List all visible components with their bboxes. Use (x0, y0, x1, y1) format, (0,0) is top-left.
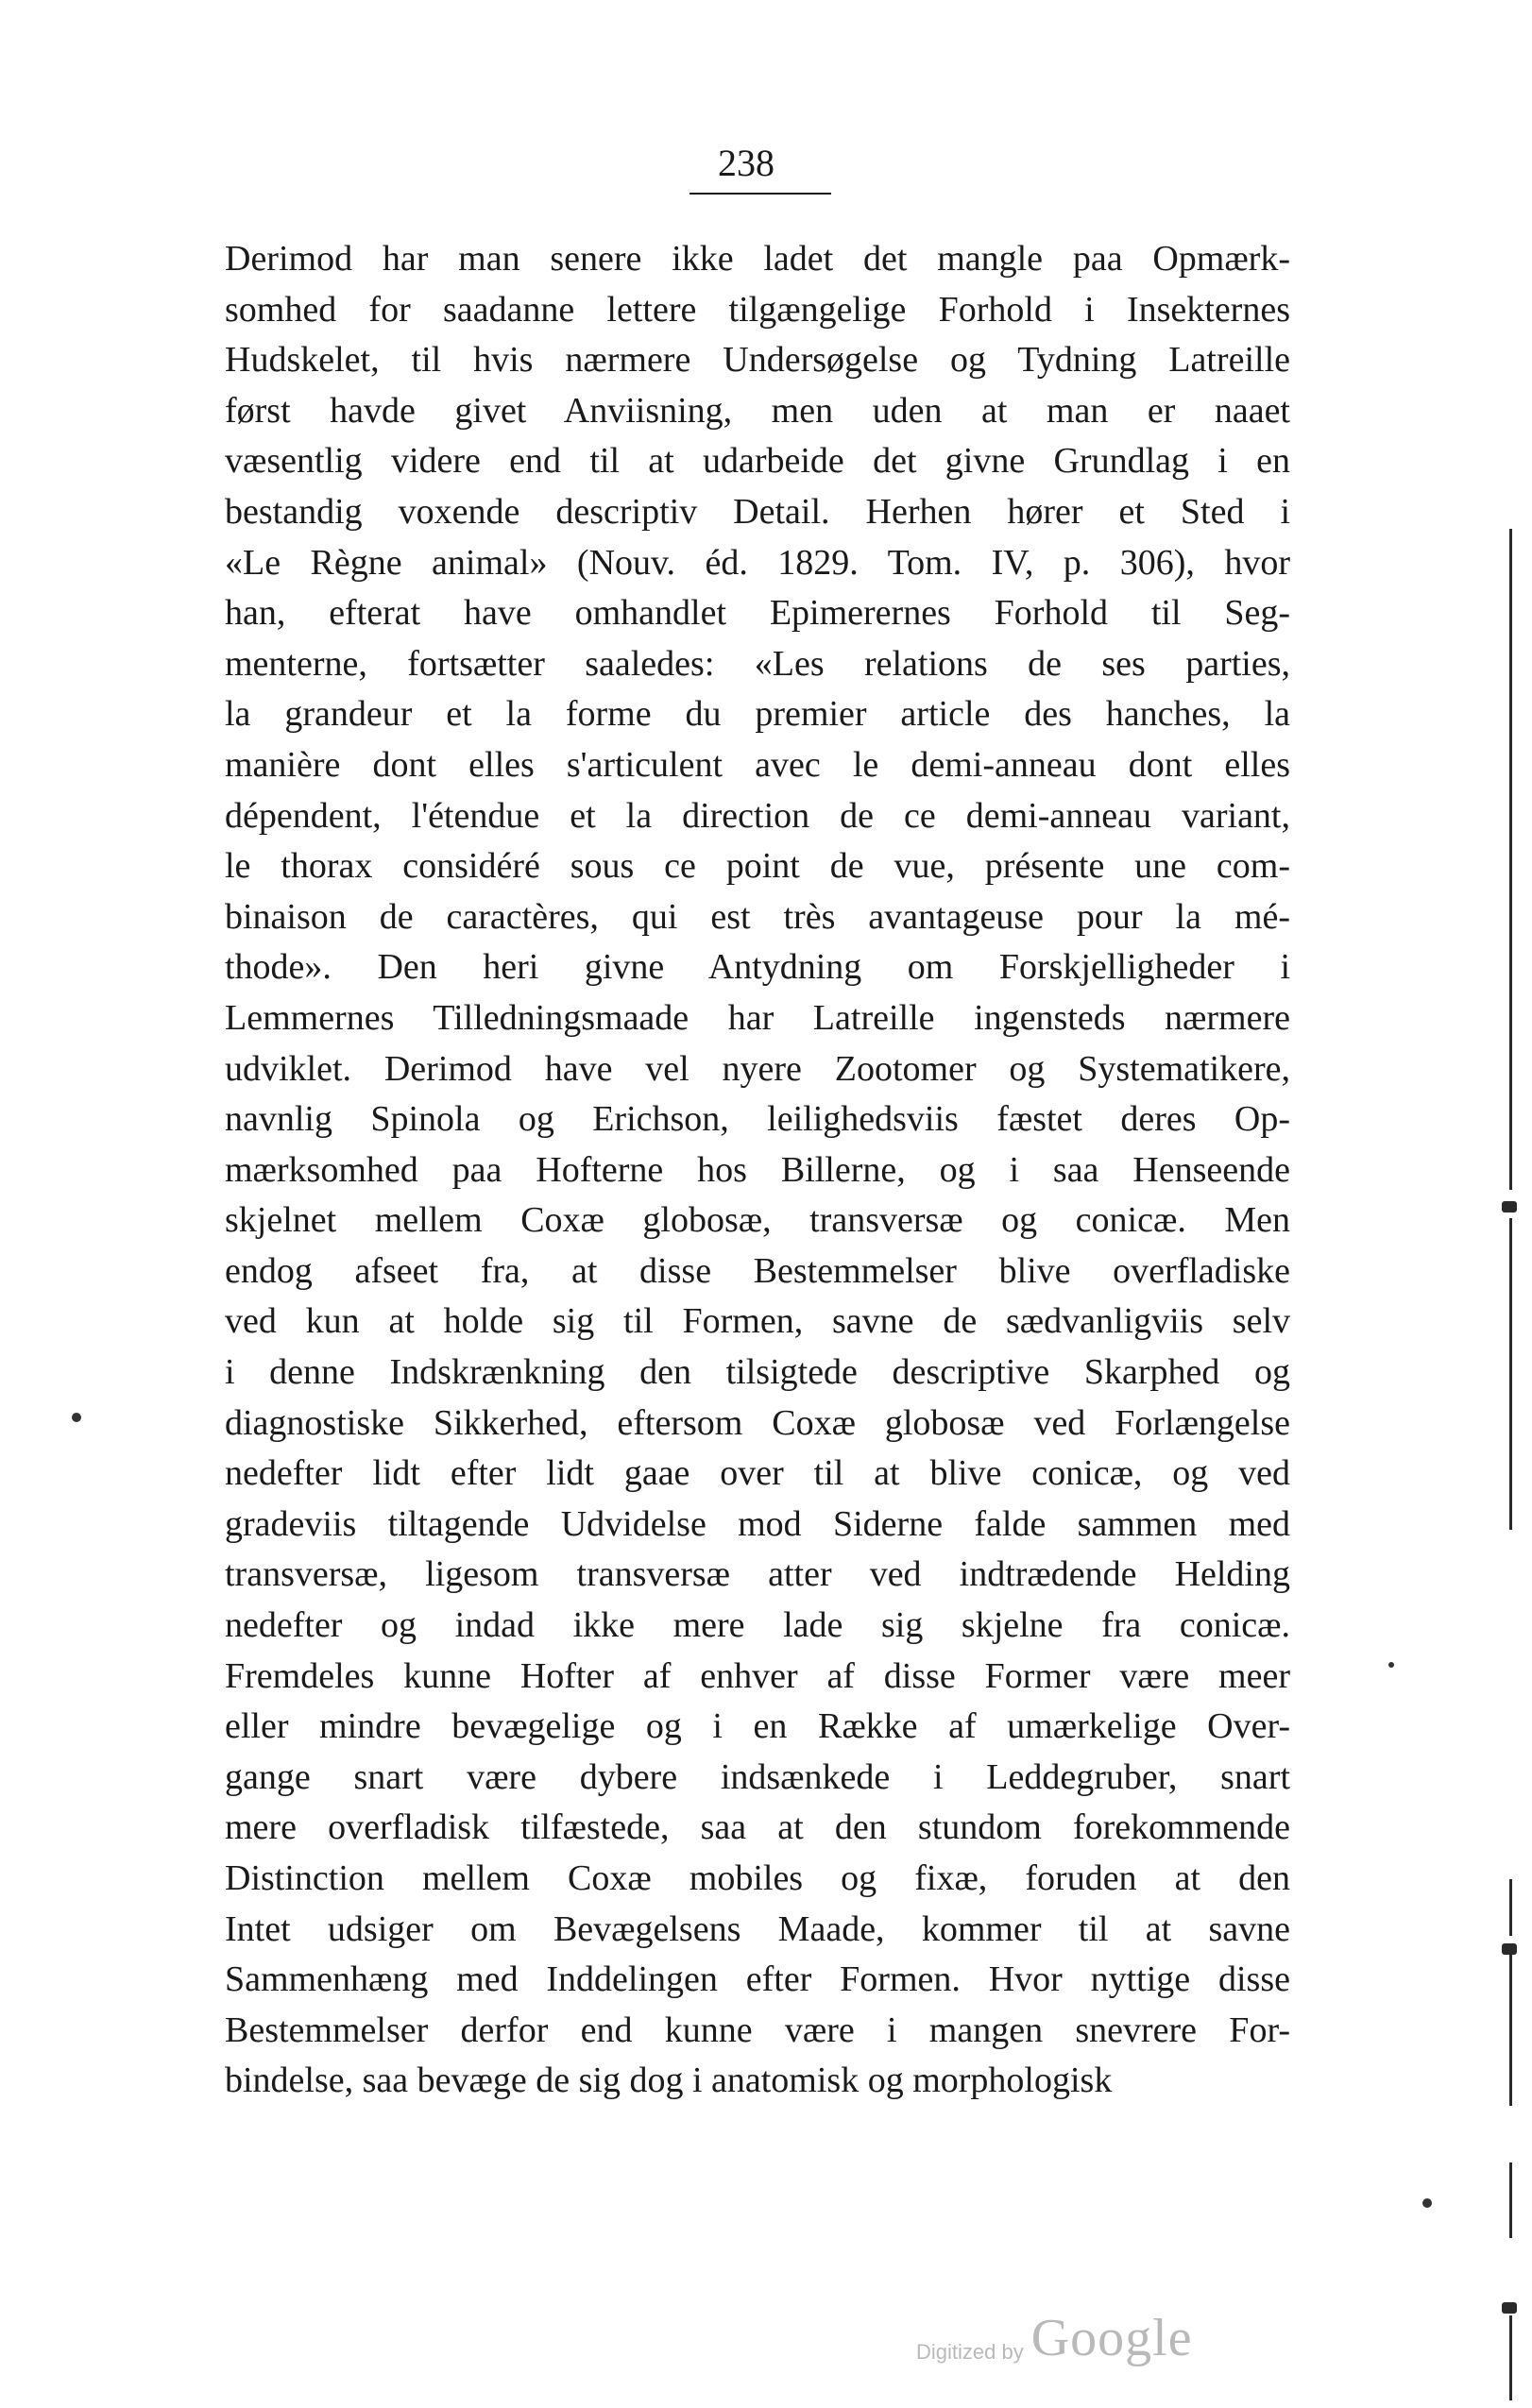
text-line: la grandeur et la forme du premier article des hanches, la (225, 694, 1290, 735)
digitized-watermark (916, 2310, 1228, 2366)
scan-edge-mark (1502, 2302, 1517, 2314)
text-line: le thorax considéré sous ce point de vue, présente une com- (225, 846, 1290, 887)
scan-speck (1422, 2198, 1432, 2208)
text-line: somhed for saadanne lettere tilgængelige Forhold i Insekternes (225, 289, 1290, 330)
scan-edge-line (1509, 1955, 1512, 2106)
page-number-rule (689, 193, 831, 195)
text-line: Sammenhæng med Inddelingen efter Formen. Hvor nyttige disse (225, 1959, 1290, 2000)
text-line: binaison de caractères, qui est très avantageuse pour la mé- (225, 896, 1290, 937)
watermark-prefix: Digitized by (916, 2340, 1024, 2364)
scan-edge-line (1509, 2162, 1512, 2238)
body-text (225, 234, 1290, 2107)
text-line: Distinction mellem Coxæ mobiles og fixæ, foruden at den (225, 1858, 1290, 1898)
text-line: «Le Règne animal» (Nouv. éd. 1829. Tom. IV, p. 306), hvor (225, 542, 1290, 583)
text-line: Intet udsiger om Bevægelsens Maade, kommer til at savne (225, 1908, 1290, 1949)
text-line: bindelse, saa bevæge de sig dog i anatomisk og morphologisk (225, 2060, 1113, 2101)
scan-edge-mark (1502, 1201, 1517, 1212)
text-line: dépendent, l'étendue et la direction de ce demi-anneau variant, (225, 795, 1290, 836)
text-line: mere overfladisk tilfæstede, saa at den stundom forekommende (225, 1807, 1290, 1848)
scan-edge-line (1509, 529, 1512, 1190)
scan-edge-line (1509, 1879, 1512, 1936)
google-logo: Google (1030, 2309, 1193, 2367)
text-line: ved kun at holde sig til Formen, savne de sædvanligviis selv (225, 1301, 1290, 1342)
text-line: eller mindre bevægelige og i en Række af umærkelige Over- (225, 1706, 1290, 1747)
scan-edge-line (1509, 2315, 1512, 2400)
text-line: bestandig voxende descriptiv Detail. Herhen hører et Sted i (225, 491, 1290, 532)
text-line: skjelnet mellem Coxæ globosæ, transversæ og conicæ. Men (225, 1200, 1290, 1241)
text-line: manière dont elles s'articulent avec le demi-anneau dont elles (225, 744, 1290, 785)
text-line: Derimod har man senere ikke ladet det mangle paa Opmærk- (225, 239, 1290, 279)
scan-edge-line (1509, 1218, 1512, 1530)
text-line: navnlig Spinola og Erichson, leilighedsviis fæstet deres Op- (225, 1099, 1290, 1140)
text-line: gange snart være dybere indsænkede i Leddegruber, snart (225, 1756, 1290, 1797)
text-line: Hudskelet, til hvis nærmere Undersøgelse og Tydning Latreille (225, 340, 1290, 381)
text-line: mærksomhed paa Hofterne hos Billerne, og i saa Henseende (225, 1149, 1290, 1190)
text-line: i denne Indskrænkning den tilsigtede descriptive Skarphed og (225, 1352, 1290, 1393)
text-line: først havde givet Anviisning, men uden at man er naaet (225, 390, 1290, 431)
text-line: transversæ, ligesom transversæ atter ved indtrædende Helding (225, 1554, 1290, 1595)
text-line: Lemmernes Tilledningsmaade har Latreille ingensteds nærmere (225, 997, 1290, 1038)
text-line: gradeviis tiltagende Udvidelse mod Siderne falde sammen med (225, 1503, 1290, 1544)
scan-speck (72, 1413, 81, 1422)
text-line: væsentlig videre end til at udarbeide det givne Grundlag i en (225, 441, 1290, 482)
text-line: menterne, fortsætter saaledes: «Les relations de ses parties, (225, 643, 1290, 684)
text-line: endog afseet fra, at disse Bestemmelser blive overfladiske (225, 1250, 1290, 1291)
text-line: diagnostiske Sikkerhed, eftersom Coxæ globosæ ved Forlængelse (225, 1402, 1290, 1443)
text-line: nedefter og indad ikke mere lade sig skjelne fra conicæ. (225, 1605, 1290, 1646)
scan-speck (1388, 1662, 1394, 1668)
text-line: Fremdeles kunne Hofter af enhver af disse Former være meer (225, 1655, 1290, 1696)
text-line: nedefter lidt efter lidt gaae over til at blive conicæ, og ved (225, 1453, 1290, 1494)
text-line: thode». Den heri givne Antydning om Forskjelligheder i (225, 947, 1290, 988)
scan-edge-mark (1502, 1943, 1517, 1955)
text-line: Bestemmelser derfor end kunne være i mangen snevrere For- (225, 2009, 1290, 2050)
page-number: 238 (718, 142, 775, 184)
text-line: han, efterat have omhandlet Epimerernes Forhold til Seg- (225, 593, 1290, 634)
text-line: udviklet. Derimod have vel nyere Zootomer og Systematikere, (225, 1048, 1290, 1089)
